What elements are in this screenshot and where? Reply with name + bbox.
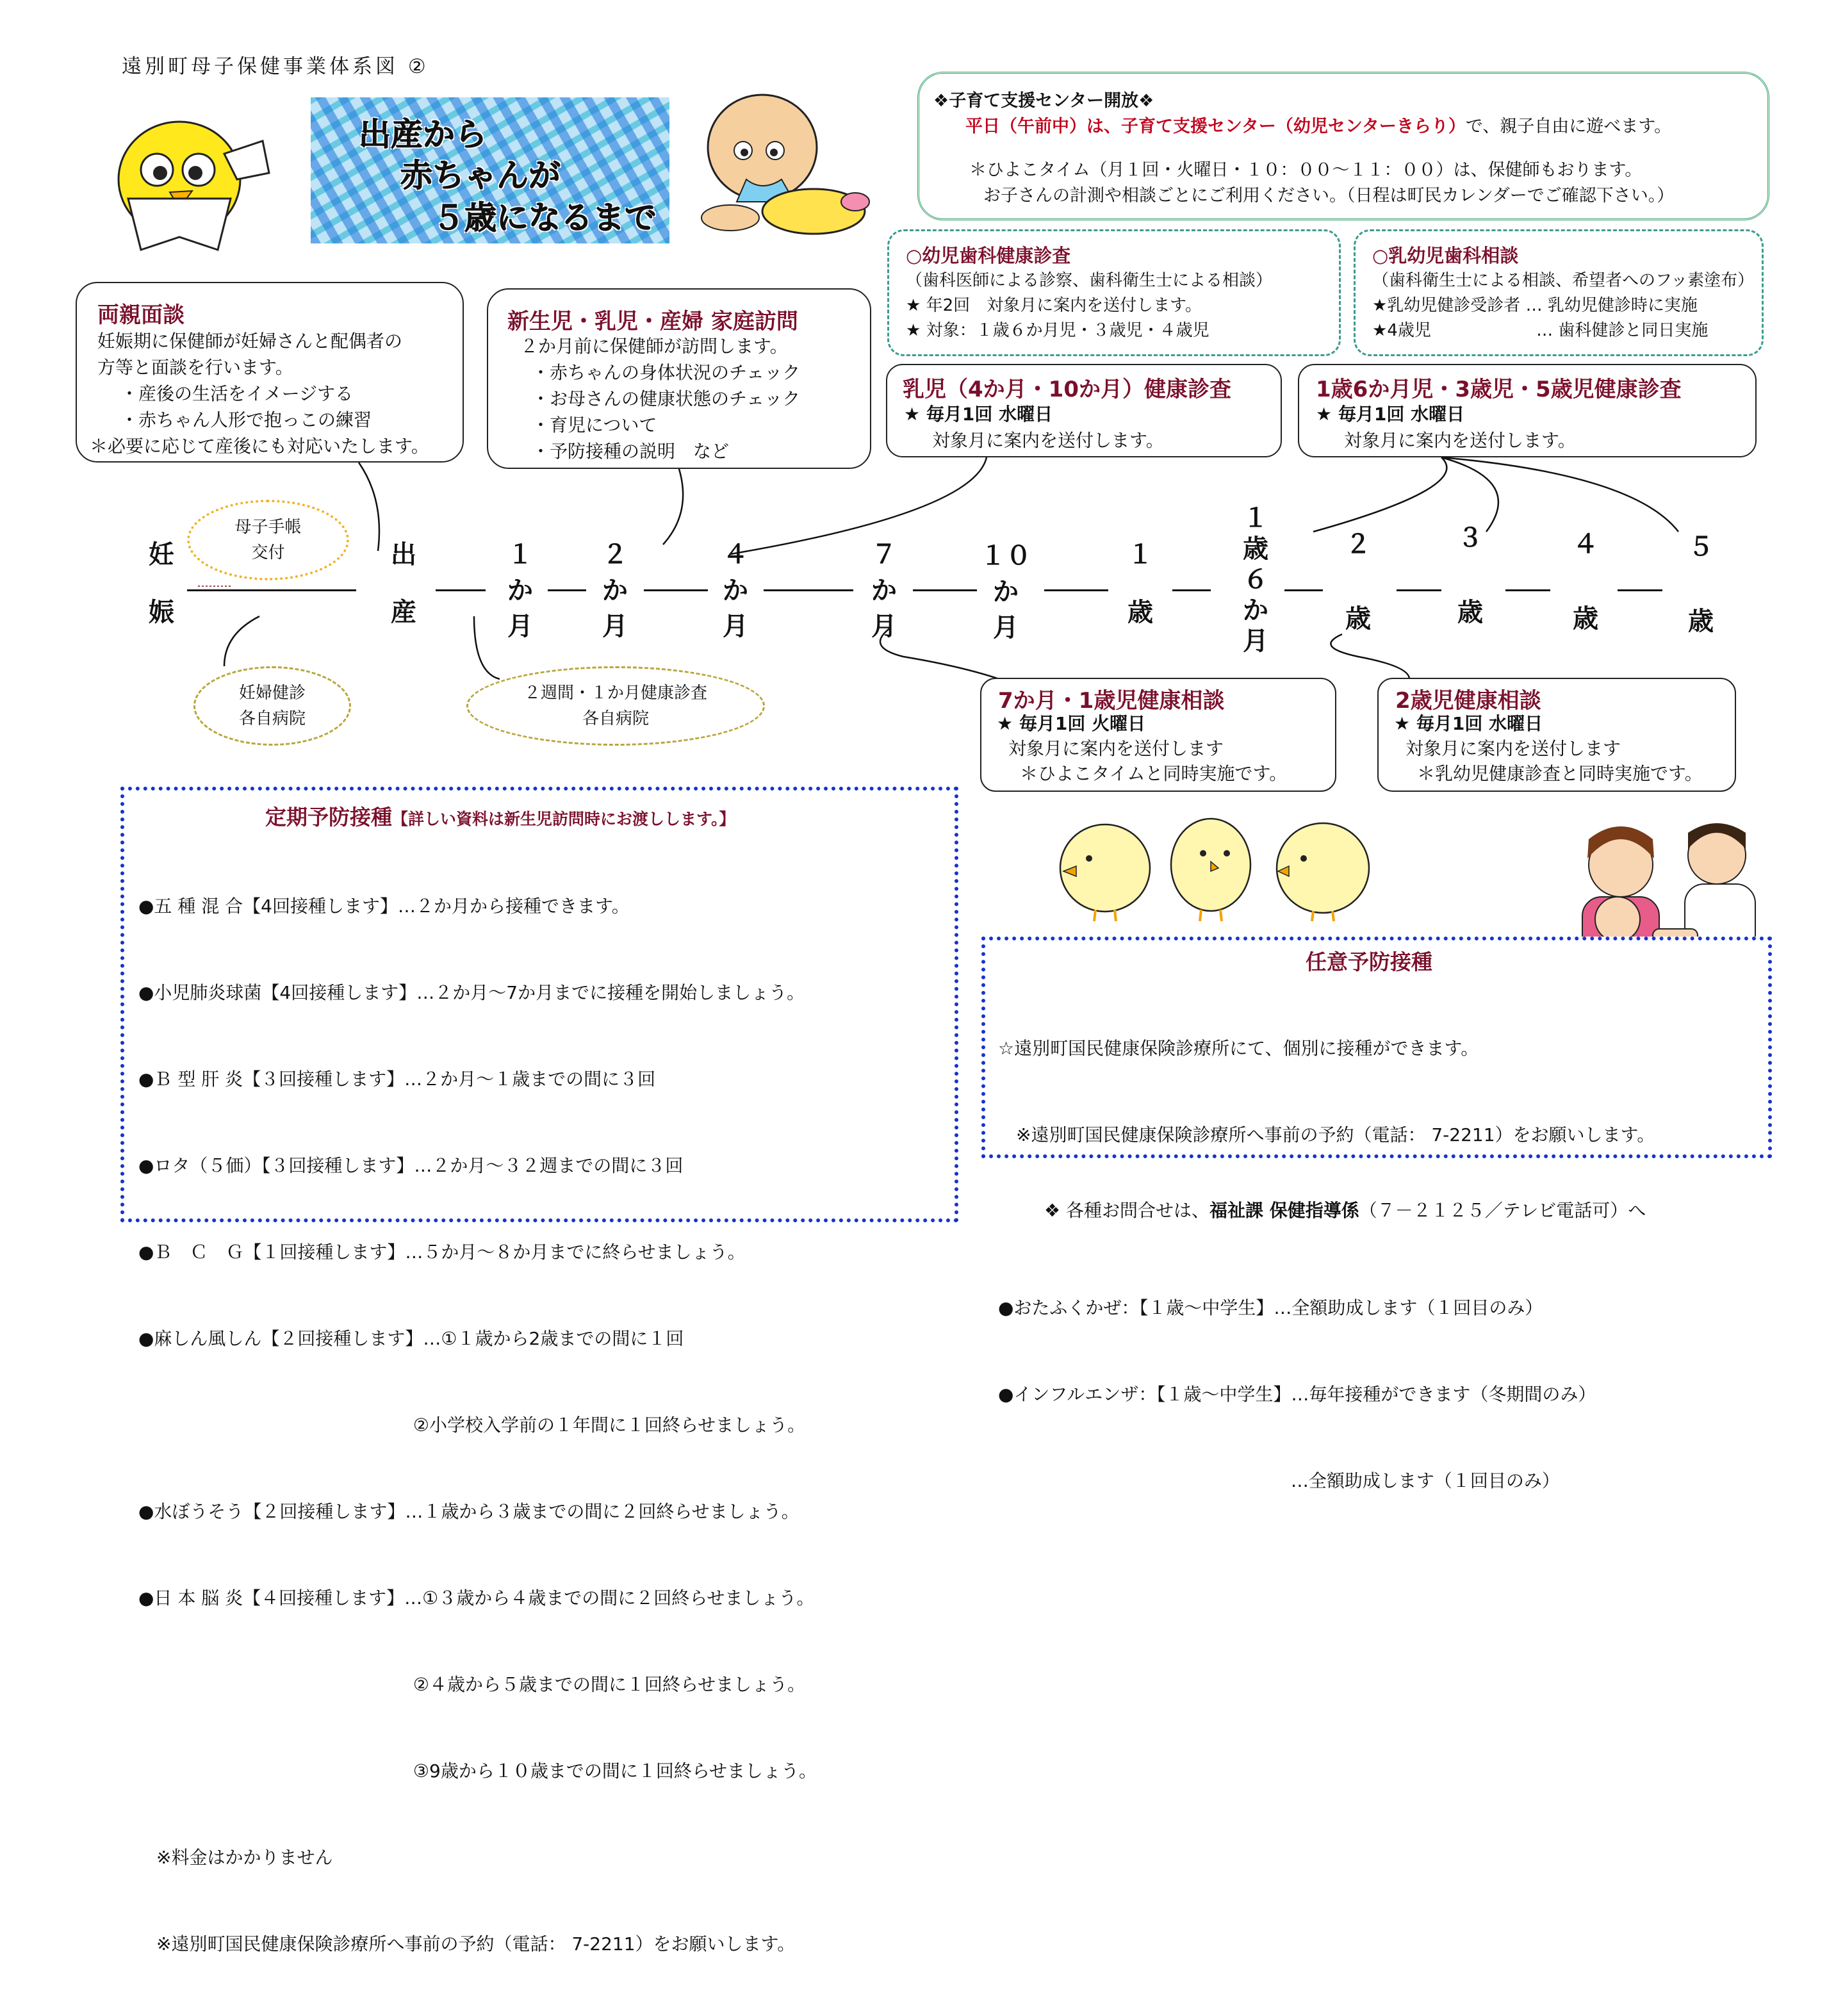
timeline-gap xyxy=(1121,573,1160,594)
timeline-char: ４ xyxy=(723,540,748,570)
timeline-gap xyxy=(1451,556,1489,594)
home-visit-heading: 新生児・乳児・産婦 家庭訪問 xyxy=(507,309,798,334)
dental-checkup-line: ★ 年2回 対象月に案内を送付します。 xyxy=(906,296,1202,315)
vaccine-row: ●日 本 脳 炎【４回接種します】…①３歳から４歳までの間に２回終らせましょう。 xyxy=(138,1587,815,1609)
timeline-char: １０ xyxy=(980,541,1031,571)
vaccine-row: ●小児肺炎球菌【4回接種します】…２か月～7か月までに接種を開始しましょう。 xyxy=(138,982,805,1003)
home-visit-line: ・予防接種の説明 など xyxy=(532,441,730,462)
home-visit-line: ・赤ちゃんの身体状況のチェック xyxy=(532,362,801,383)
optional-vaccine-row: ●インフルエンザ：【１歳～中学生】…毎年接種ができます（冬期間のみ） xyxy=(998,1384,1596,1405)
timeline-char: 歳 xyxy=(1688,607,1714,636)
timeline-char: ２ xyxy=(1345,530,1371,559)
vaccine-row: ●麻しん風しん【２回接種します】…①１歳から2歳までの間に１回 xyxy=(138,1328,684,1349)
consult-2y-text xyxy=(1394,711,1703,786)
timeline-birth xyxy=(384,537,423,630)
timeline-4-years xyxy=(1566,527,1605,637)
timeline-segment xyxy=(1172,589,1211,591)
consult-2y-line: ★ 毎月1回 水曜日 xyxy=(1394,713,1543,734)
timeline-char: 娠 xyxy=(149,598,174,627)
timeline-char: １ xyxy=(1127,540,1153,570)
regular-vaccines-note: 【詳しい資料は新生児訪問時にお渡しします。】 xyxy=(392,810,735,828)
timeline-segment xyxy=(1284,589,1323,591)
handbook-label: 母子手帳 xyxy=(234,518,302,537)
timeline-char: １ xyxy=(1243,504,1268,533)
support-center-highlight: 平日（午前中）は、子育て支援センター（幼児センターきらり） xyxy=(965,117,1466,136)
timeline-1-month xyxy=(501,537,539,644)
dental-consult-text xyxy=(1372,268,1754,343)
timeline-char: ７ xyxy=(871,540,897,570)
toddler-checkup-line: 対象月に案内を送付します。 xyxy=(1344,430,1576,451)
dental-consult-line: ★乳幼児健診受診者 … 乳幼児健診時に実施 xyxy=(1372,296,1698,315)
home-visit-text xyxy=(520,333,800,464)
contact-footer xyxy=(1044,1197,1646,1222)
baby-illustration xyxy=(685,90,878,243)
banner-line-3: ５歳になるまで xyxy=(432,199,657,236)
timeline-char: 月 xyxy=(993,613,1019,643)
timeline-segment xyxy=(1505,589,1550,591)
support-center-heading: ❖子育て支援センター開放❖ xyxy=(933,91,1154,111)
timeline-char: ２ xyxy=(602,540,628,570)
timeline-5-years xyxy=(1682,529,1720,639)
infant-checkup-text xyxy=(904,401,1164,454)
timeline-char: ５ xyxy=(1688,532,1714,562)
infant-checkup-line: 対象月に案内を送付します。 xyxy=(932,430,1164,451)
consult-7m-box xyxy=(980,678,1336,792)
timeline-1-year xyxy=(1121,537,1160,630)
infant-checkup-line: ★ 毎月1回 水曜日 xyxy=(904,404,1053,425)
regular-vaccines-list xyxy=(138,834,817,2016)
timeline-char: 月 xyxy=(1243,627,1268,656)
page-title: 遠別町母子保健事業体系図 ② xyxy=(122,55,429,78)
consult-2y-box xyxy=(1377,678,1736,792)
optional-vaccines-heading: 任意予防接種 xyxy=(1306,949,1432,974)
toddler-checkup-heading: 1歳6か月児・3歳児・5歳児健康診査 xyxy=(1316,377,1682,402)
vaccine-row: ②小学校入学前の１年間に１回終らせましょう。 xyxy=(138,1414,806,1436)
regular-vaccines-title xyxy=(265,801,735,831)
dental-consult-box xyxy=(1354,229,1764,356)
support-center-line-1-rest: で、親子自由に遊べます。 xyxy=(1465,117,1672,136)
timeline-char: ４ xyxy=(1573,530,1598,559)
dental-checkup-line: ★ 対象：１歳６か月児・３歳児・４歳児 xyxy=(906,321,1209,340)
timeline-char: 月 xyxy=(507,612,533,641)
timeline-char: か xyxy=(507,576,533,605)
timeline-char: ６ xyxy=(1243,565,1268,594)
parents-interview-line: ・産後の生活をイメージする xyxy=(120,383,354,404)
timeline-segment xyxy=(1618,589,1662,591)
handbook-oval xyxy=(187,500,349,580)
vaccine-note: ※遠別町国民健康保険診療所へ事前の予約（電話： 7-2211）をお願いします。 xyxy=(138,1933,796,1955)
timeline-4-months xyxy=(716,537,755,644)
timeline-char: 妊 xyxy=(149,540,174,570)
vaccine-row: ●Ｂ 型 肝 炎【３回接種します】…２か月～１歳までの間に３回 xyxy=(138,1069,656,1090)
dental-consult-heading: ○乳幼児歯科相談 xyxy=(1372,245,1519,266)
timeline-7-months xyxy=(865,537,903,644)
timeline-char: １ xyxy=(507,540,533,570)
banner-line-2: 赤ちゃんが xyxy=(400,157,561,194)
footer-suffix: （７－２１２５／テレビ電話可）へ xyxy=(1359,1200,1646,1221)
timeline-segment xyxy=(644,589,708,591)
toddler-checkup-box xyxy=(1298,364,1757,457)
consult-2y-line: 対象月に案内を送付します xyxy=(1406,738,1621,759)
support-center-line-3: お子さんの計測や相談ごとにご利用ください。（日程は町民カレンダーでご確認下さい。） xyxy=(983,186,1675,206)
timeline-gap xyxy=(384,573,423,594)
footer-prefix: ❖ 各種お問合せは、 xyxy=(1044,1200,1210,1221)
vaccine-row: ●ロタ（５価）【３回接種します】…２か月～３２週までの間に３回 xyxy=(138,1155,684,1176)
title-banner xyxy=(311,97,669,243)
timeline-char: 歳 xyxy=(1573,604,1598,634)
pregnancy-checkup-oval xyxy=(193,666,351,746)
timeline-10-months xyxy=(980,538,1031,646)
vaccine-note: ※料金はかかりません xyxy=(138,1847,333,1868)
timeline-char: 歳 xyxy=(1457,598,1483,627)
optional-vaccine-row: ☆遠別町国民健康保険診療所にて、個別に接種ができます。 xyxy=(998,1038,1479,1059)
timeline-char: か xyxy=(871,576,897,605)
timeline-char: 出 xyxy=(391,540,416,570)
timeline-char: ３ xyxy=(1457,523,1483,553)
consult-7m-line: ★ 毎月1回 火曜日 xyxy=(997,713,1146,734)
footer-department: 福祉課 保健指導係 xyxy=(1209,1200,1359,1221)
timeline-char: 月 xyxy=(602,612,628,641)
regular-vaccines-heading: 定期予防接種 xyxy=(265,805,392,830)
timeline-segment xyxy=(436,589,486,591)
timeline-gap xyxy=(1339,562,1377,601)
vaccine-row: ●五 種 混 合【4回接種します】…２か月から接種できます。 xyxy=(138,896,630,917)
oval-text: 各自病院 xyxy=(582,709,649,728)
timeline-pregnancy xyxy=(142,537,181,630)
oval-text: ２週間・１か月健康診査 xyxy=(523,684,707,703)
timeline-char: か xyxy=(723,576,748,605)
chick-mascot-illustration xyxy=(102,96,295,256)
dental-consult-line: ★4歳児 … 歯科健診と同日実施 xyxy=(1372,321,1709,340)
dental-checkup-box xyxy=(887,229,1341,356)
timeline-char: 産 xyxy=(391,598,416,627)
support-center-line-2: ＊ひよこタイム（月１回・火曜日・１０：００～１１：００）は、保健師もおります。 xyxy=(969,160,1643,180)
infant-checkup-heading: 乳児（4か月・10か月）健康診査 xyxy=(903,377,1231,402)
timeline-1-year-6-months xyxy=(1236,503,1275,657)
timeline-gap xyxy=(142,573,181,594)
timeline-segment xyxy=(1044,589,1108,591)
parents-interview-line: 妊娠期に保健師が妊婦さんと配偶者の xyxy=(97,331,403,352)
consult-7m-line: 対象月に案内を送付します xyxy=(1008,738,1224,759)
consult-2y-heading: 2歳児健康相談 xyxy=(1395,688,1541,714)
optional-vaccines-list xyxy=(998,976,1655,1553)
vaccine-row: ②４歳から５歳までの間に１回終らせましょう。 xyxy=(138,1674,806,1695)
home-visit-box xyxy=(487,288,871,469)
timeline-char: か xyxy=(1243,596,1268,625)
home-visit-line: ・お母さんの健康状態のチェック xyxy=(532,388,801,409)
optional-vaccine-row: …全額助成します（１回目のみ） xyxy=(998,1470,1560,1491)
parents-interview-line: 方等と面談を行います。 xyxy=(97,357,293,378)
dental-checkup-line: （歯科医師による診察、歯科衛生士による相談） xyxy=(906,271,1273,290)
vaccine-row: ●Ｂ Ｃ Ｇ【１回接種します】…５か月～８か月までに終らせましょう。 xyxy=(138,1242,746,1263)
timeline-char: か xyxy=(602,576,628,605)
timeline-segment xyxy=(764,589,853,591)
parents-interview-line: ＊必要に応じて産後にも対応いたします。 xyxy=(90,436,429,457)
consult-7m-line: ＊ひよこタイムと同時実施です。 xyxy=(1020,763,1288,784)
consult-2y-line: ＊乳幼児健康診査と同時実施です。 xyxy=(1417,763,1703,784)
support-center-line-1 xyxy=(965,112,1671,137)
parents-interview-text xyxy=(90,328,429,459)
vaccine-row: ③9歳から１０歳までの間に１回終らせましょう。 xyxy=(138,1760,817,1782)
timeline-2-months xyxy=(596,537,634,644)
timeline-segment xyxy=(1397,589,1441,591)
parents-interview-heading: 両親面談 xyxy=(97,302,184,328)
timeline-3-years xyxy=(1451,520,1489,630)
dental-checkup-text xyxy=(906,268,1272,343)
timeline-char: 月 xyxy=(723,612,748,641)
banner-line-1: 出産から xyxy=(359,116,487,153)
regular-vaccines-box xyxy=(120,787,958,1955)
timeline-char: 歳 xyxy=(1127,598,1153,627)
optional-vaccine-row: ●おたふくかぜ：【１歳～中学生】…全額助成します（１回目のみ） xyxy=(998,1297,1543,1318)
consult-7m-heading: 7か月・1歳児健康相談 xyxy=(998,688,1225,714)
toddler-checkup-text xyxy=(1316,401,1576,454)
three-chicks-illustration xyxy=(1051,807,1384,922)
timeline-segment xyxy=(548,589,586,591)
home-visit-line: ２か月前に保健師が訪問します。 xyxy=(520,336,788,357)
timeline-char: 歳 xyxy=(1243,534,1268,564)
parents-interview-box xyxy=(76,282,464,463)
timeline-char: か xyxy=(993,577,1019,607)
timeline-gap xyxy=(1682,565,1720,603)
optional-vaccine-row: ※遠別町国民健康保険診療所へ事前の予約（電話： 7-2211）をお願いします。 xyxy=(998,1124,1655,1145)
handbook-label: 交付 xyxy=(251,543,285,562)
toddler-checkup-line: ★ 毎月1回 水曜日 xyxy=(1316,404,1465,425)
timeline-char: 月 xyxy=(871,612,897,641)
parents-interview-line: ・赤ちゃん人形で抱っこの練習 xyxy=(120,409,372,430)
dental-checkup-heading: ○幼児歯科健康診査 xyxy=(906,245,1071,266)
timeline-2-years xyxy=(1339,527,1377,637)
timeline-gap xyxy=(1566,562,1605,601)
dental-consult-line: （歯科衛生士による相談、希望者へのフッ素塗布） xyxy=(1372,271,1755,290)
vaccine-row: ●水ぼうそう【２回接種します】…１歳から３歳までの間に２回終らせましょう。 xyxy=(138,1501,799,1522)
timeline-segment xyxy=(913,589,977,591)
support-center-notice xyxy=(917,72,1769,220)
consult-7m-text xyxy=(997,711,1287,786)
oval-text: 妊婦健診 xyxy=(238,684,306,703)
infant-checkup-box xyxy=(886,364,1282,457)
newborn-checkup-oval xyxy=(466,666,765,746)
home-visit-line: ・育児について xyxy=(532,414,657,436)
timeline-segment xyxy=(187,589,356,591)
oval-text: 各自病院 xyxy=(238,709,306,728)
timeline-char: 歳 xyxy=(1345,604,1371,634)
